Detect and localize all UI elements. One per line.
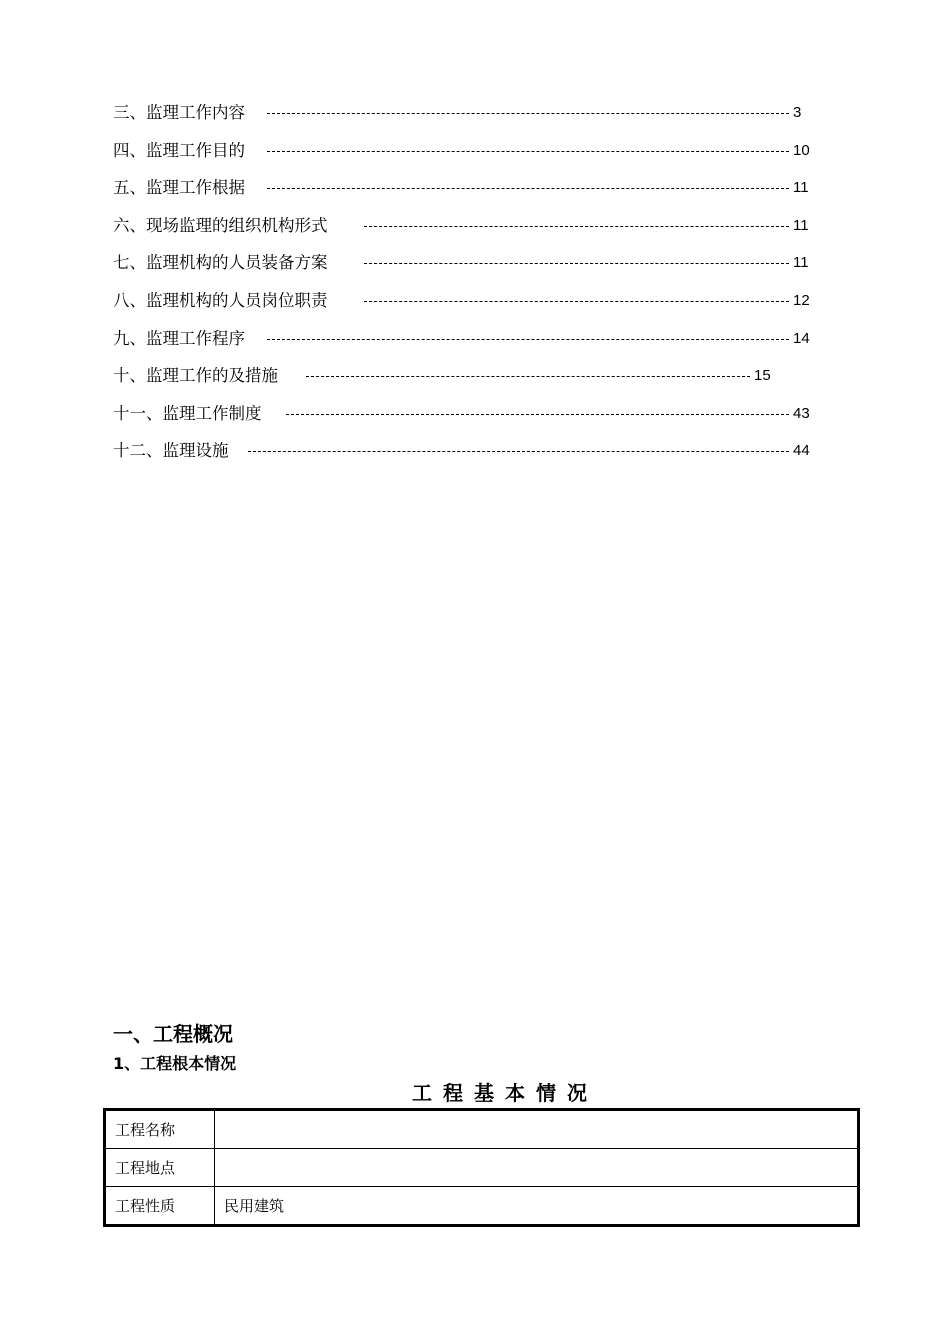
toc-entry-title: 五、监理工作根据 xyxy=(113,178,245,198)
table-row xyxy=(105,1187,859,1226)
toc-entry[interactable] xyxy=(113,138,813,176)
toc-entry[interactable] xyxy=(113,175,813,213)
table-row xyxy=(105,1110,859,1149)
toc-entry-page: 12 xyxy=(793,291,810,309)
toc-entry-page: 3 xyxy=(793,104,802,121)
toc-entry-page: 15 xyxy=(754,367,771,385)
toc-entry-title: 十一、监理工作制度 xyxy=(113,403,262,423)
toc-leader-dashes xyxy=(248,451,789,452)
toc-entry[interactable] xyxy=(113,438,813,476)
toc-entry-page: 43 xyxy=(793,404,810,422)
toc-leader-dashes xyxy=(306,376,750,377)
toc-entry-page: 10 xyxy=(793,141,810,159)
toc-entry-page: 11 xyxy=(793,216,809,234)
toc-entry[interactable] xyxy=(113,326,813,364)
toc-entry[interactable] xyxy=(113,288,813,326)
table-of-contents xyxy=(113,100,813,476)
toc-entry[interactable] xyxy=(113,100,813,138)
toc-leader-dashes xyxy=(267,151,789,152)
toc-entry-title: 八、监理机构的人员岗位职责 xyxy=(113,290,328,310)
row-value[interactable] xyxy=(215,1149,859,1187)
table-row xyxy=(105,1149,859,1187)
toc-entry[interactable] xyxy=(113,363,813,401)
toc-entry-title: 三、监理工作内容 xyxy=(113,103,245,122)
row-value[interactable]: 民用建筑 xyxy=(215,1187,859,1226)
toc-leader-dashes xyxy=(364,226,789,227)
toc-leader-dashes xyxy=(286,414,789,415)
toc-leader-dashes xyxy=(267,113,789,114)
toc-entry-title: 九、监理工作程序 xyxy=(113,328,245,348)
toc-leader-dashes xyxy=(267,188,789,189)
toc-entry-page: 14 xyxy=(793,329,810,347)
toc-entry[interactable] xyxy=(113,401,813,439)
sub-heading: 1、工程根本情况 xyxy=(113,1054,237,1073)
row-label: 工程名称 xyxy=(105,1110,215,1149)
section-heading: 一、工程概况 xyxy=(113,1022,233,1046)
toc-entry-title: 十二、监理设施 xyxy=(113,441,229,461)
row-label: 工程性质 xyxy=(105,1187,215,1226)
toc-entry-page: 11 xyxy=(793,254,809,272)
toc-entry[interactable] xyxy=(113,213,813,251)
toc-entry-title: 十、监理工作的及措施 xyxy=(113,366,278,386)
row-label: 工程地点 xyxy=(105,1149,215,1187)
toc-leader-dashes xyxy=(364,301,789,302)
toc-leader-dashes xyxy=(364,263,789,264)
project-info-table xyxy=(103,1108,860,1227)
row-value[interactable] xyxy=(215,1110,859,1149)
toc-entry-page: 11 xyxy=(793,179,809,197)
toc-entry-title: 七、监理机构的人员装备方案 xyxy=(113,253,328,273)
toc-leader-dashes xyxy=(267,339,789,340)
toc-entry-page: 44 xyxy=(793,442,810,460)
toc-entry-title: 六、现场监理的组织机构形式 xyxy=(113,215,328,235)
toc-entry[interactable] xyxy=(113,250,813,288)
table-caption: 工程基本情况 xyxy=(412,1081,598,1105)
toc-entry-title: 四、监理工作目的 xyxy=(113,140,245,160)
